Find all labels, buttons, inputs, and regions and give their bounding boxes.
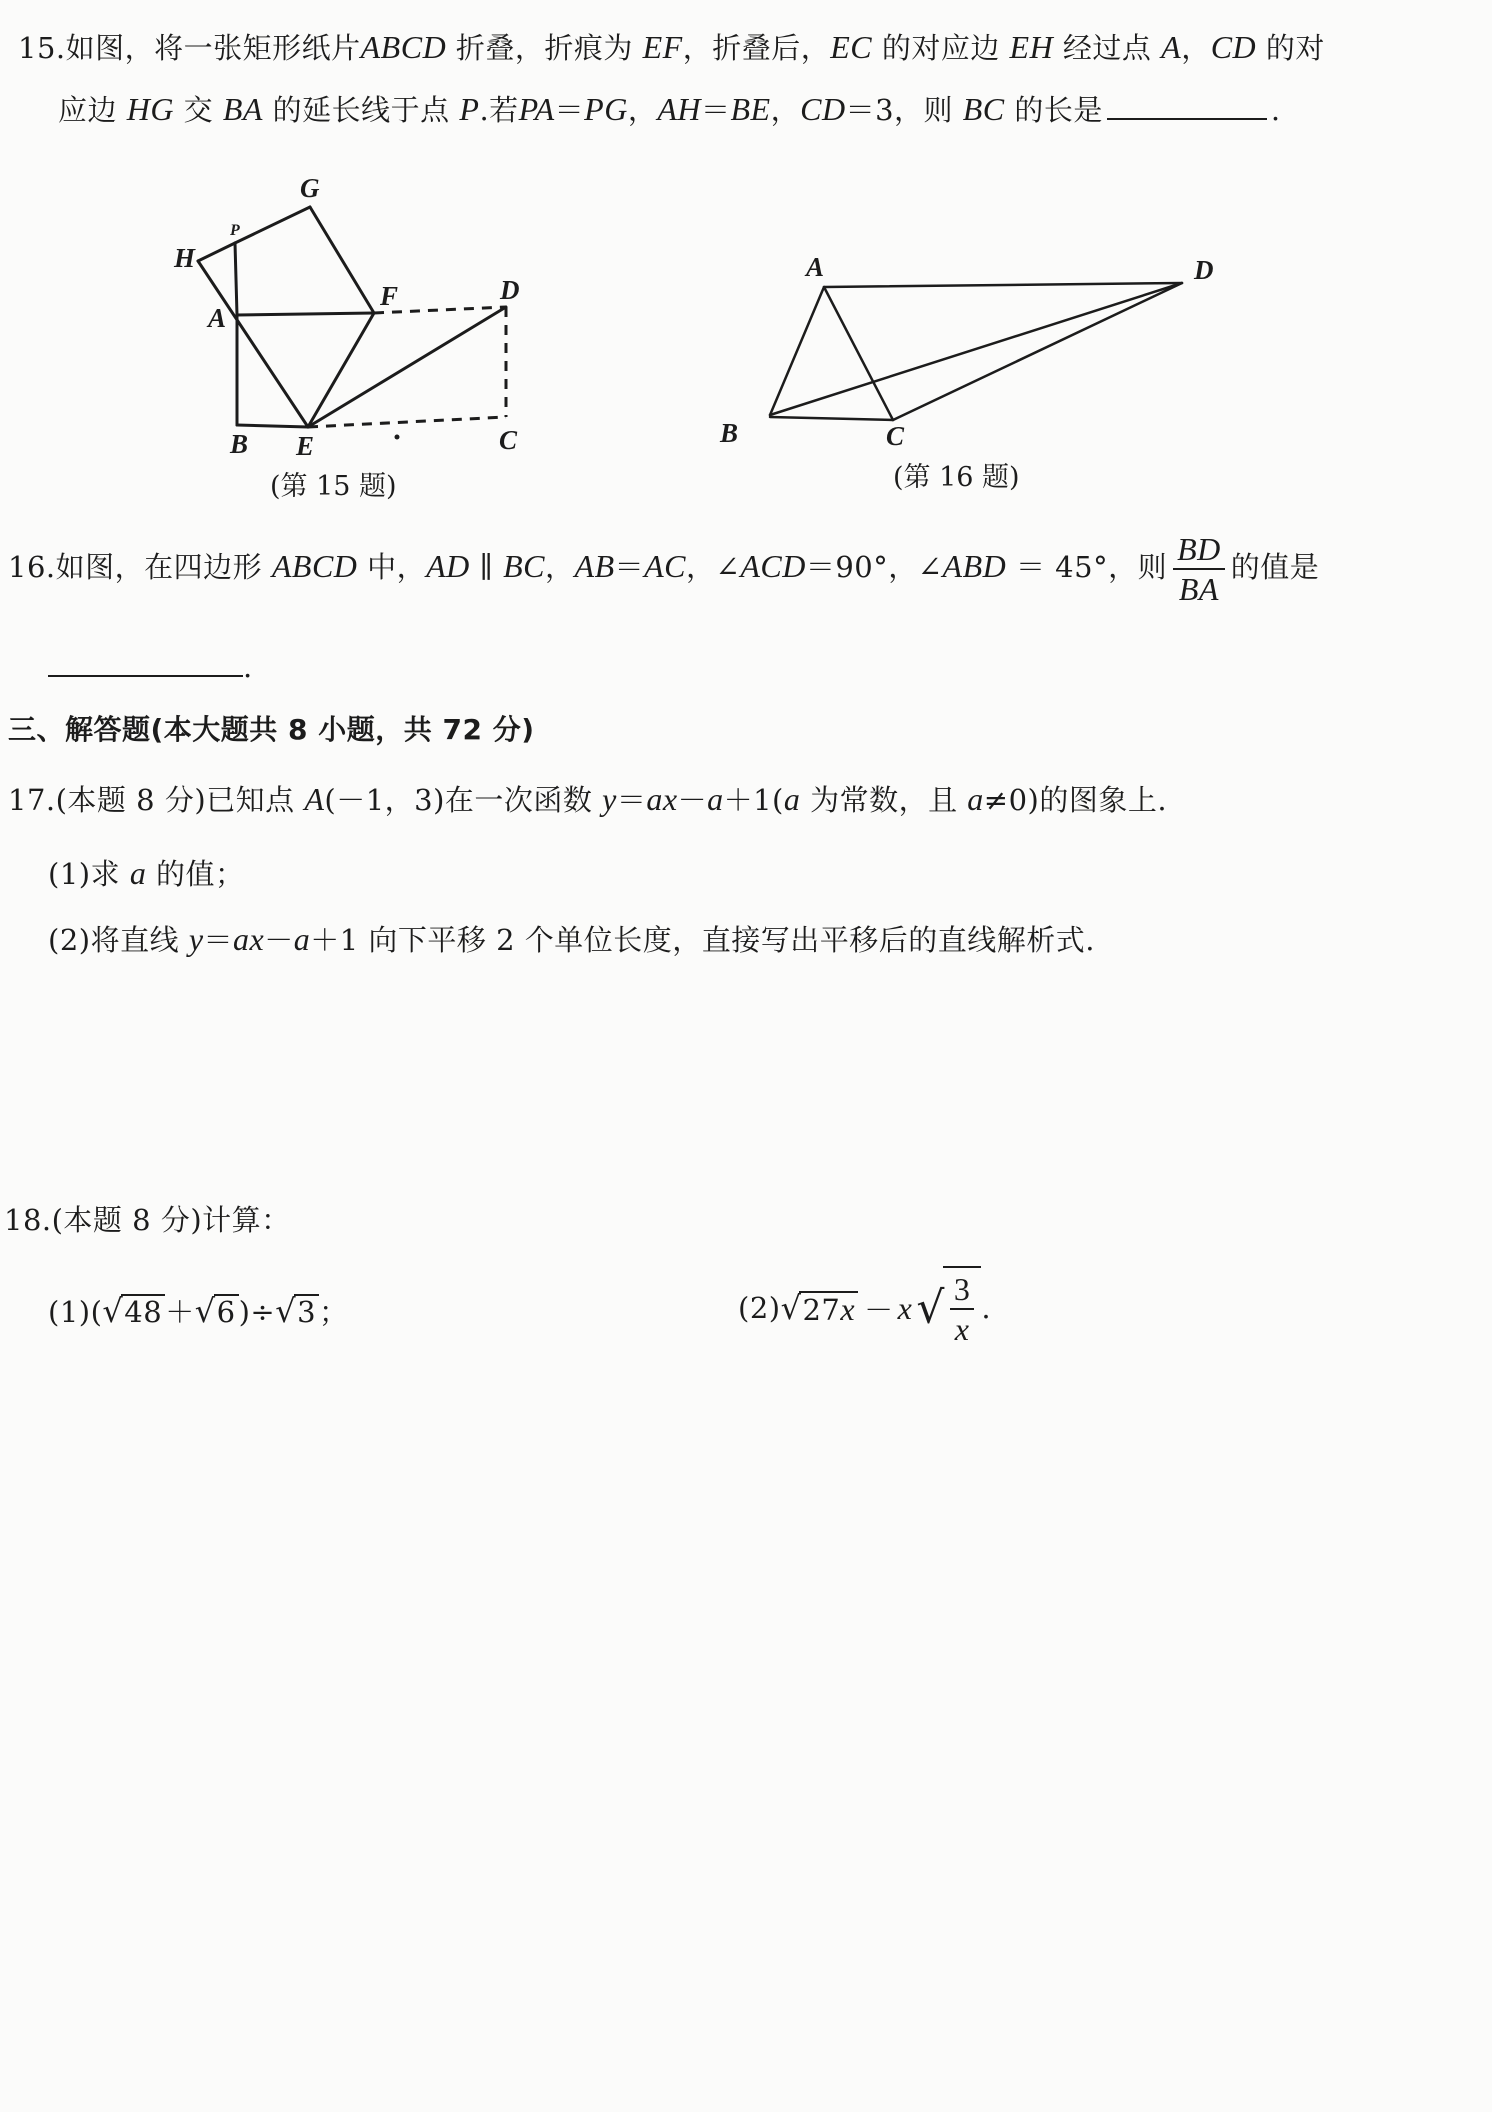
fig16-label-a: A [806,252,825,282]
fig16-line-ab [770,287,824,415]
fig15-label-c: C [499,425,518,455]
fig15-label-a: A [208,303,227,333]
fig15-line-af [237,313,374,315]
fig15-label-h: H [174,243,196,273]
q18-fraction: $\frac{3}{x}$ [950,1270,975,1348]
fig15-line-he [198,261,308,427]
fig15-line-be [237,425,308,427]
q16-answer-blank[interactable] [48,675,243,677]
q16-fraction: $\frac{BD}{BA}$ [1173,530,1225,608]
fig15-label-g: G [300,173,320,203]
fig15-line-ap [235,243,237,315]
fig15-line-pg [235,207,310,243]
fig15-label-f: F [380,281,399,311]
fig15-line-gf [310,207,374,313]
figure-16 [710,245,1230,465]
fig15-label-p: P [230,222,240,239]
fig16-line-ac [824,287,893,420]
q16-line: 16.如图，在四边形 ABCD 中，AD ∥ BC，AB＝AC，∠ACD＝90°，∠ABD ＝ 45°，则 $\frac{BD}{BA}$ 的值是 [8,531,1320,607]
figure-15 [150,165,550,465]
fig16-caption: (第 16 题) [893,462,1020,493]
fig15-line-fe [308,313,374,427]
fig15-label-d: D [500,275,520,305]
q16-answer-line: . [48,650,253,684]
fig15-dash-ec [308,417,506,427]
fig16-line-cd [893,283,1182,420]
q17-part-2: (2)将直线 y＝ax－a＋1 向下平移 2 个单位长度，直接写出平移后的直线解析式. [48,921,1096,957]
fig16-label-b: B [720,418,739,448]
q15-line-2: 应边 HG 交 BA 的延长线于点 P.若PA＝PG，AH＝BE，CD＝3，则 BC 的长是 . [58,91,1281,127]
fig16-label-c: C [886,421,905,451]
q18-title: 18.(本题 8 分)计算： [4,1203,291,1237]
fig15-dot [395,435,400,440]
fig15-line-ph [198,243,235,261]
q17-part-1: (1)求 a 的值； [48,855,245,891]
q15-line-1: 15.如图，将一张矩形纸片ABCD 折叠，折痕为 EF，折叠后，EC 的对应边 EH 经过点 A，CD 的对 [18,29,1325,65]
fig15-caption: (第 15 题) [270,471,397,502]
fig16-line-bc [770,417,893,420]
fig16-line-ad [824,283,1182,287]
section-3-title: 三、解答题(本大题共 8 小题，共 72 分) [8,713,535,746]
q18-part-2: (2)√27x － x√ $\frac{3}{x}$ . [738,1266,991,1350]
fig16-label-d: D [1194,255,1214,285]
fig15-line-ed [308,307,506,427]
q18-part-1: (1)(√48 ＋√6 )÷√3 ； [48,1292,349,1330]
q17-line: 17.(本题 8 分)已知点 A(－1，3)在一次函数 y＝ax－a＋1(a 为常数，且 a≠0)的图象上. [8,781,1168,817]
q15-answer-blank[interactable] [1107,118,1267,120]
fig15-label-b: B [230,429,249,459]
fig15-label-e: E [296,431,315,461]
